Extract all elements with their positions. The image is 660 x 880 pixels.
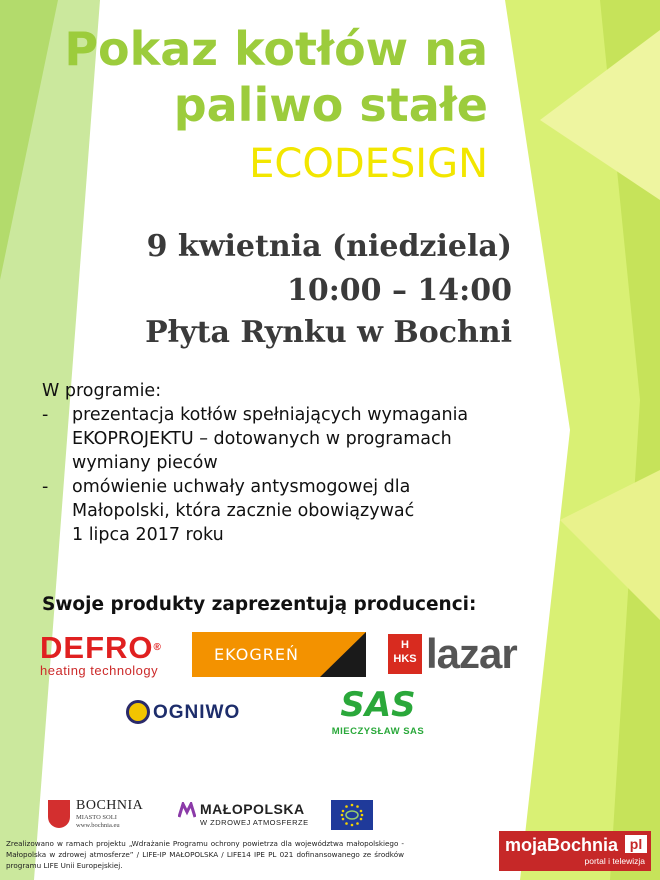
lazar-badge-top: H: [401, 639, 409, 651]
program-item-line: EKOPROJEKTU – dotowanych w programach: [72, 429, 452, 449]
program-item-line: wymiany pieców: [72, 453, 218, 473]
defro-reg: ®: [153, 642, 162, 653]
producers-heading: Swoje produkty zaprezentują producenci:: [42, 594, 477, 615]
malopolska-logo: [178, 800, 316, 830]
bochnia-name: BOCHNIA: [76, 798, 144, 813]
portal-name: mojaBochnia: [505, 835, 619, 855]
portal-tagline: portal i telewizja: [584, 856, 645, 866]
list-dash: -: [42, 405, 49, 425]
ogniwo-logo: [126, 700, 284, 726]
malopolska-name: MAŁOPOLSKA: [200, 801, 305, 817]
title-line-2: paliwo stałe: [173, 78, 488, 132]
program-item: [42, 403, 522, 475]
title-line-1: Pokaz kotłów na: [64, 22, 488, 76]
list-dash: -: [42, 477, 49, 497]
lazar-name: lazar: [426, 630, 517, 677]
sas-name: SAS: [340, 685, 416, 725]
lazar-logo: [386, 632, 532, 680]
portal-suffix: pl: [625, 835, 647, 853]
program-item-line: Małopolski, która zacznie obowiązywać: [72, 501, 415, 521]
ekogren-logo: [192, 632, 366, 677]
event-place: Płyta Rynku w Bochni: [145, 315, 512, 350]
eu-life-flag-icon: [331, 800, 373, 830]
program-item-line: 1 lipca 2017 roku: [72, 525, 224, 545]
bochnia-crest-icon: [48, 800, 70, 828]
program-heading: W programie:: [42, 381, 162, 401]
title-ecodesign: ECODESIGN: [249, 141, 488, 187]
defro-tagline: heating technology: [40, 663, 159, 678]
sas-tagline: MIECZYSŁAW SAS: [331, 726, 425, 737]
program-section: [42, 379, 522, 547]
lazar-badge-bottom: HKS: [393, 653, 417, 665]
lazar-badge: [388, 634, 422, 674]
program-item-line: prezentacja kotłów spełniających wymagania: [72, 405, 469, 425]
bochnia-sub1: MIASTO SOLI: [76, 814, 117, 821]
program-list: [42, 403, 522, 547]
ogniwo-flame-icon: [126, 700, 150, 724]
ekogren-corner-shape: [306, 632, 366, 677]
bochnia-sub2: www.bochnia.eu: [76, 822, 120, 829]
defro-name: DEFRO: [40, 630, 154, 665]
bochnia-logo: [48, 798, 152, 832]
ogniwo-name: OGNIWO: [153, 702, 241, 723]
defro-logo: [40, 632, 180, 682]
program-item-line: omówienie uchwały antysmogowej dla: [72, 477, 411, 497]
sas-logo: [324, 686, 432, 740]
program-item: [42, 475, 522, 547]
footer-note: Zrealizowano w ramach projektu „Wdrażanie Programu ochrony powietrza dla województwa małopolskiego - Małopolska w zdrowej atmosferze” / LIFE-IP MAŁOPOLSKA / LIFE14 IPE PL 021 dofinansowanego ze środków programu LIFE Unii Europejskiej.: [6, 839, 404, 870]
event-date: 9 kwietnia (niedziela): [146, 229, 512, 264]
ekogren-name: EKOGREŃ: [214, 645, 299, 664]
mojabochnia-logo: [499, 831, 651, 871]
event-time: 10:00 – 14:00: [286, 273, 512, 308]
malopolska-sub: W ZDROWEJ ATMOSFERZE: [200, 818, 309, 827]
malopolska-mark-icon: [178, 802, 196, 818]
